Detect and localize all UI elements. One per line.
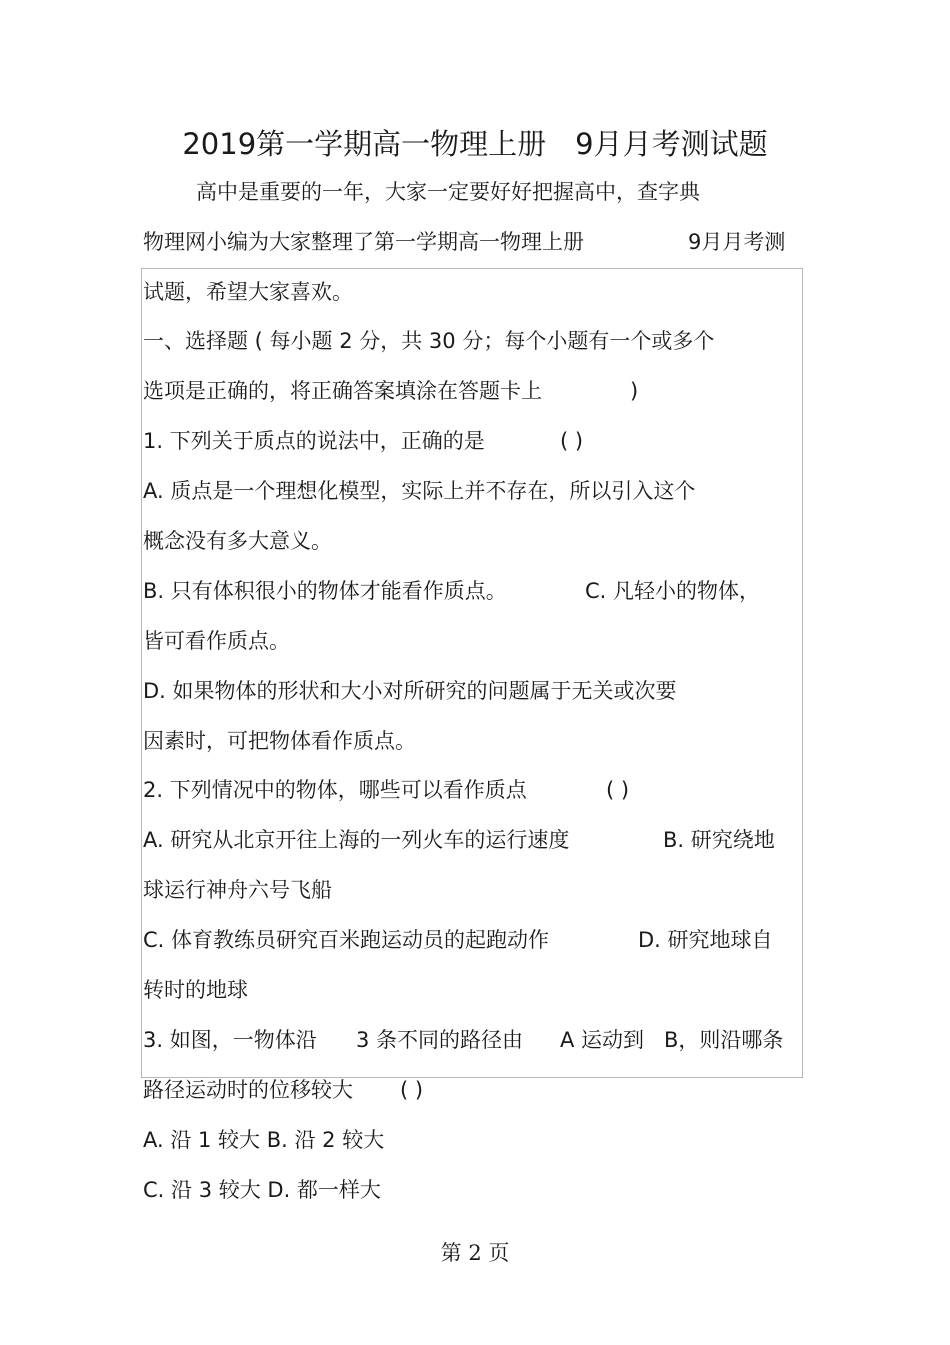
q1-option-d-line-1: D. 如果物体的形状和大小对所研究的问题属于无关或次要 bbox=[143, 679, 677, 703]
section-heading-line-2b: ) bbox=[630, 379, 639, 403]
q3-options-cd: C. 沿 3 较大 D. 都一样大 bbox=[143, 1178, 381, 1202]
q3-options-ab: A. 沿 1 较大 B. 沿 2 较大 bbox=[143, 1128, 385, 1152]
q3-stem-part-2: 3 条不同的路径由 bbox=[356, 1028, 524, 1052]
intro-line-1: 高中是重要的一年，大家一定要好好把握高中，查字典 bbox=[196, 180, 700, 204]
q2-option-b-line-1: B. 研究绕地 bbox=[663, 828, 775, 852]
q1-option-a-line-1: A. 质点是一个理想化模型，实际上并不存在，所以引入这个 bbox=[143, 479, 696, 503]
q3-stem-part-3: A 运动到 bbox=[560, 1028, 645, 1052]
q2-answer-paren: ( ) bbox=[606, 778, 630, 802]
q1-option-c-line-2: 皆可看作质点。 bbox=[143, 629, 290, 653]
q2-option-c: C. 体育教练员研究百米跑运动员的起跑动作 bbox=[143, 928, 550, 952]
intro-line-2a: 物理网小编为大家整理了第一学期高一物理上册 bbox=[143, 230, 584, 254]
q1-answer-paren: ( ) bbox=[560, 429, 584, 453]
section-heading-line-2a: 选项是正确的，将正确答案填涂在答题卡上 bbox=[143, 379, 542, 403]
q1-option-b: B. 只有体积很小的物体才能看作质点。 bbox=[143, 579, 507, 603]
section-heading-line-1: 一、选择题 ( 每小题 2 分，共 30 分；每个小题有一个或多个 bbox=[143, 329, 715, 353]
q1-option-a-line-2: 概念没有多大意义。 bbox=[143, 529, 332, 553]
q2-option-d-line-2: 转时的地球 bbox=[143, 978, 248, 1002]
q1-option-c-line-1: C. 凡轻小的物体， bbox=[585, 579, 761, 603]
q3-answer-paren: ( ) bbox=[400, 1078, 424, 1102]
q2-option-a: A. 研究从北京开往上海的一列火车的运行速度 bbox=[143, 828, 570, 852]
q1-option-d-line-2: 因素时，可把物体看作质点。 bbox=[143, 729, 416, 753]
q2-option-b-line-2: 球运行神舟六号飞船 bbox=[143, 878, 332, 902]
intro-line-3: 试题，希望大家喜欢。 bbox=[143, 280, 353, 304]
page-number: 第 2 页 bbox=[440, 1241, 510, 1265]
q2-stem: 2. 下列情况中的物体，哪些可以看作质点 bbox=[143, 778, 527, 802]
q1-stem: 1. 下列关于质点的说法中，正确的是 bbox=[143, 429, 485, 453]
q3-stem-part-4: B，则沿哪条 bbox=[664, 1028, 784, 1052]
page-title: 2019第一学期高一物理上册 9月月考测试题 bbox=[182, 127, 768, 161]
intro-line-2b: 9月月考测 bbox=[688, 230, 786, 254]
q3-stem-line-2: 路径运动时的位移较大 bbox=[143, 1078, 353, 1102]
q3-stem-part-1: 3. 如图，一物体沿 bbox=[143, 1028, 317, 1052]
q2-option-d-line-1: D. 研究地球自 bbox=[638, 928, 773, 952]
